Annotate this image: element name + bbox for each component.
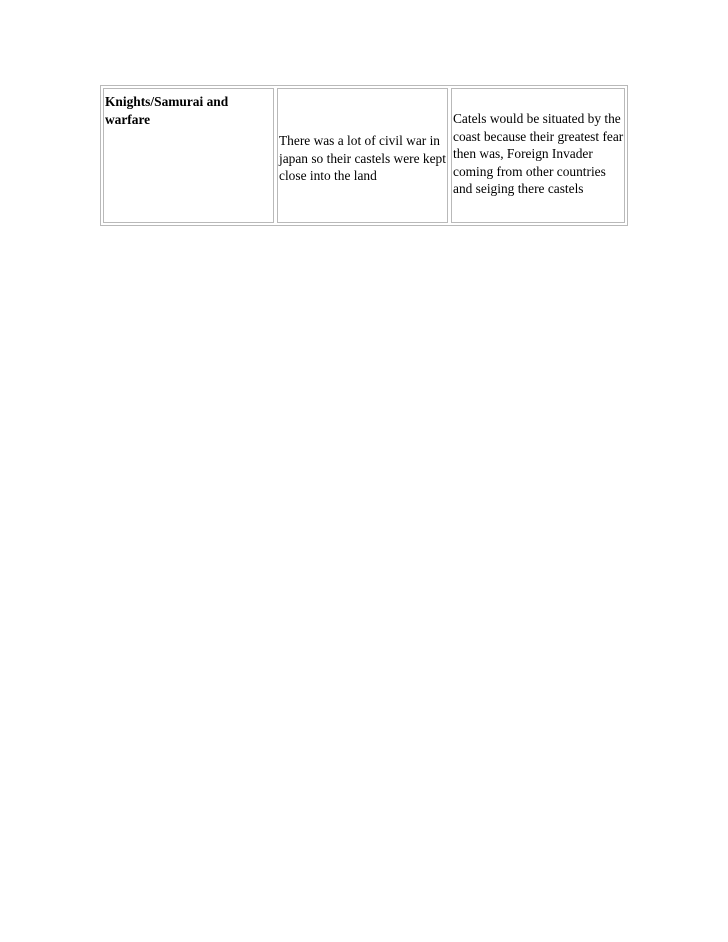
table-row <box>103 88 625 223</box>
table-cell-europe <box>451 88 625 223</box>
japan-description: There was a lot of civil war in japan so their castels were kept close into the land <box>279 133 446 183</box>
table-cell-japan <box>277 88 448 223</box>
comparison-table <box>100 85 628 226</box>
europe-description: Catels would be situated by the coast because their greatest fear then was, Foreign Invader coming from other countries and seiging there castels <box>453 111 624 196</box>
topic-label: Knights/Samurai and warfare <box>105 94 229 127</box>
table-cell-topic <box>103 88 274 223</box>
